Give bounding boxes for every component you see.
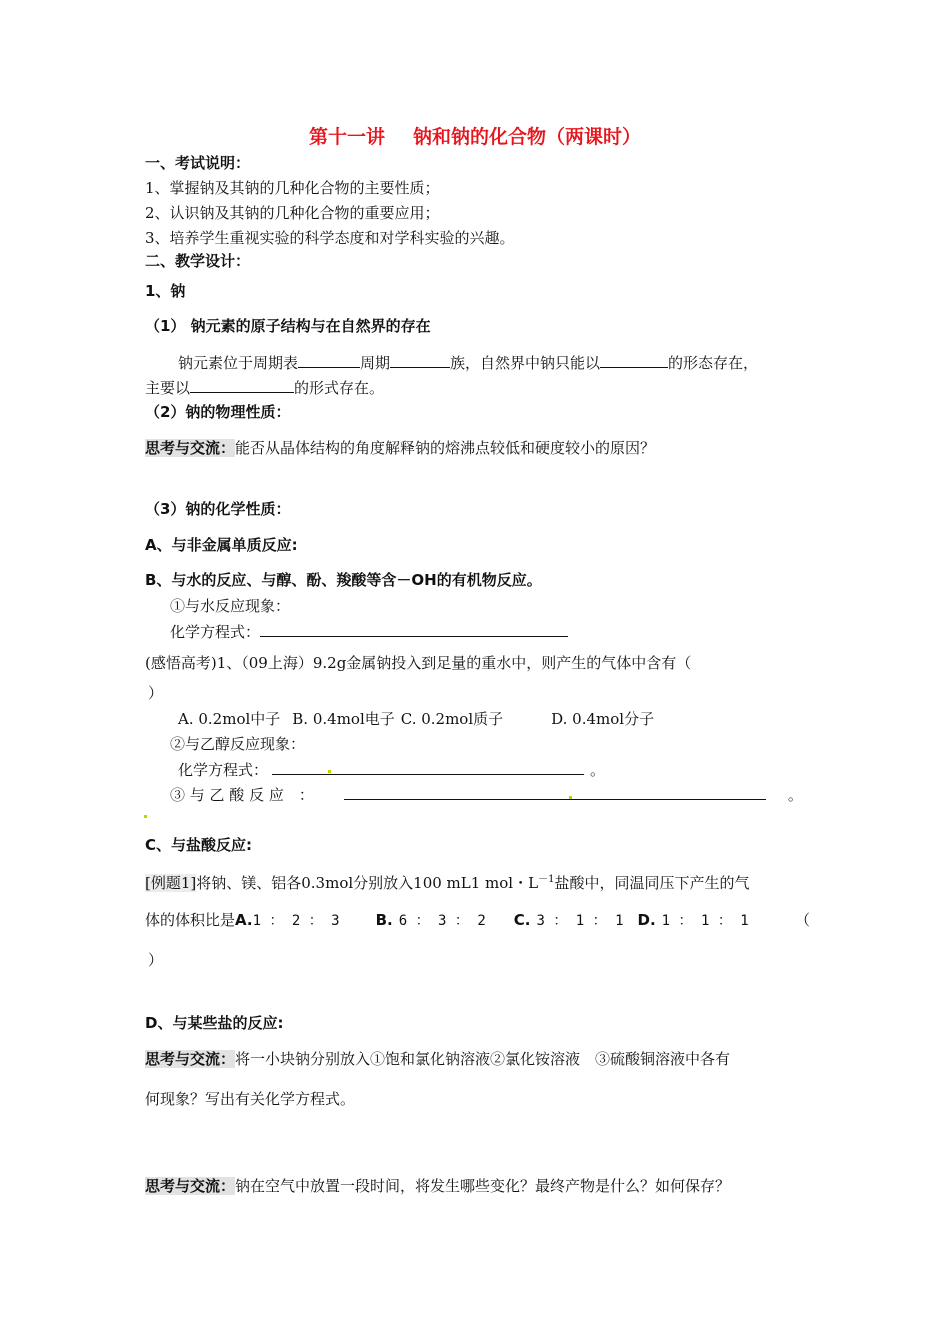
- think-label: 思考与交流：: [145, 1177, 236, 1195]
- requirement-1: 1、掌握钠及其钠的几种化合物的主要性质；: [145, 179, 440, 197]
- requirement-2: 2、认识钠及其钠的几种化合物的重要应用；: [145, 204, 440, 222]
- title-lecture-number: 第十一讲: [308, 126, 385, 148]
- page-title: [0, 122, 950, 149]
- subsection-physical-properties: （2）钠的物理性质：: [145, 403, 291, 421]
- subsection-atomic-structure: （1） 钠元素的原子结构与在自然界的存在: [145, 317, 431, 335]
- example-option-a[interactable]: 1 ： 2 ： 3: [252, 913, 340, 929]
- blank-acetic-acid-equation[interactable]: [344, 784, 766, 800]
- example-option-d[interactable]: 1 ： 1 ： 1: [661, 913, 749, 929]
- think-and-discuss-2-line2: 何现象？写出有关化学方程式。: [145, 1090, 356, 1108]
- think-and-discuss-1: 思考与交流：能否从晶体结构的角度解释钠的熔沸点较低和硬度较小的原因？: [145, 439, 656, 457]
- think-and-discuss-2-line1: 思考与交流：将一小块钠分别放入①饱和氯化钠溶液②氯化铵溶液 ③硫酸铜溶液中各有: [145, 1050, 731, 1068]
- example-line2: 体的体积比是A.1 ： 2 ： 3 B. 6 ： 3 ： 2 C. 3 ： 1 ： 1 D. 1 ： 1 ： 1: [145, 911, 749, 929]
- reaction-d-heading: D、与某些盐的反应:: [145, 1014, 284, 1032]
- water-equation-line: 化学方程式：: [170, 621, 568, 642]
- answer-paren-close: ）: [148, 951, 164, 969]
- blank-water-equation[interactable]: [260, 621, 568, 637]
- blank-main-form[interactable]: [190, 377, 294, 393]
- fill-in-paragraph-line2: 主要以 的形式存在。: [145, 379, 385, 397]
- think-and-discuss-3: 思考与交流：钠在空气中放置一段时间，将发生哪些变化？最终产物是什么？如何保存？: [145, 1177, 731, 1195]
- reaction-a-heading: A、与非金属单质反应:: [145, 536, 298, 554]
- blank-group[interactable]: [390, 352, 450, 368]
- option-d[interactable]: D. 0.4mol分子: [551, 710, 655, 728]
- reaction-c-heading: C、与盐酸反应:: [145, 836, 253, 854]
- acetic-acid-line: ③ 与 乙 酸 反 应 ： 。: [170, 786, 803, 804]
- section-heading-exam: 一、考试说明：: [145, 154, 251, 172]
- ethanol-equation-line: 化学方程式： 。: [178, 761, 606, 779]
- blank-ethanol-equation[interactable]: [272, 759, 584, 775]
- mark-dot: [144, 815, 147, 818]
- think-label: 思考与交流：: [145, 1050, 236, 1068]
- exam-question-options: [178, 709, 654, 729]
- subsection-chemical-properties: （3）钠的化学性质：: [145, 500, 291, 518]
- think-label: 思考与交流：: [145, 439, 236, 457]
- example-option-c[interactable]: 3 ： 1 ： 1: [536, 913, 624, 929]
- exam-question-line2: ）: [148, 684, 164, 702]
- ethanol-reaction-phenomenon: ②与乙醇反应现象：: [170, 735, 306, 753]
- mark-dot: [328, 770, 331, 773]
- reaction-b-heading: B、与水的反应、与醇、酚、羧酸等含－OH的有机物反应。: [145, 571, 542, 589]
- example-line1: [例题1]将钠、镁、铝各0.3mol分别放入100 mL1 mol・$L^{-1}$盐酸中，同温同压下产生的气: [145, 874, 750, 892]
- exam-question-line1: (感悟高考)1、（09上海）9.2g金属钠投入到足量的重水中，则产生的气体中含有（: [145, 654, 692, 672]
- option-b[interactable]: B. 0.4mol电子: [292, 710, 395, 728]
- section-heading-design: 二、教学设计：: [145, 252, 251, 270]
- title-topic: 钠和钠的化合物（两课时）: [413, 126, 642, 148]
- fill-in-paragraph-line1: 钠元素位于周期表 周期 族，自然界中钠只能以 的形态存在，: [178, 354, 759, 372]
- answer-paren-open: （: [795, 911, 811, 929]
- requirement-3: 3、培养学生重视实验的科学态度和对学科实验的兴趣。: [145, 229, 515, 247]
- option-a[interactable]: A. 0.2mol中子: [178, 710, 281, 728]
- option-c[interactable]: C. 0.2mol质子: [400, 710, 504, 728]
- mark-dot: [569, 796, 572, 799]
- blank-form[interactable]: [600, 352, 668, 368]
- example-tag: [例题1]: [145, 874, 197, 892]
- blank-period[interactable]: [298, 352, 360, 368]
- water-reaction-phenomenon: ①与水反应现象：: [170, 597, 291, 615]
- example-option-b[interactable]: 6 ： 3 ： 2: [398, 913, 486, 929]
- subsection-sodium: 1、钠: [145, 282, 186, 300]
